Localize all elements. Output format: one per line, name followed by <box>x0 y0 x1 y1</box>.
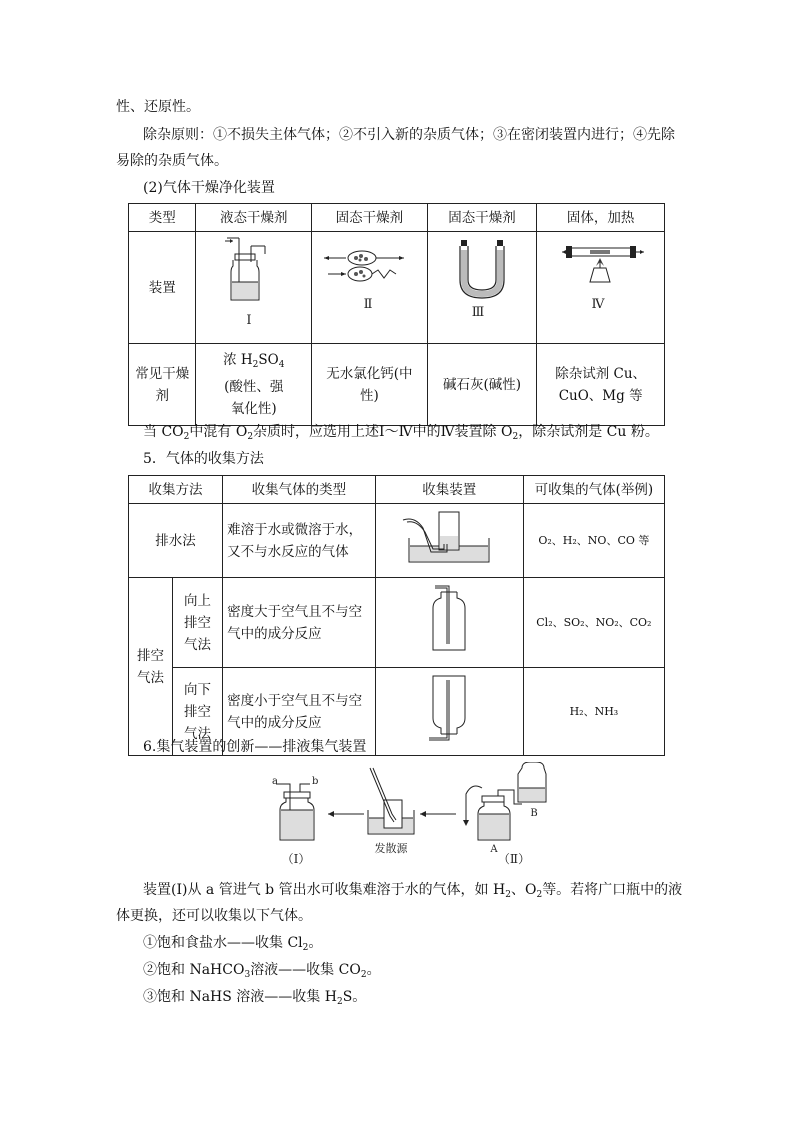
agent-1 <box>196 344 312 426</box>
label-device-I: （Ⅰ） <box>281 852 311 866</box>
wash-bottle-icon <box>199 232 309 336</box>
drying-table <box>128 203 665 426</box>
note-part: 当 CO <box>143 424 184 440</box>
device-4-cell <box>537 232 665 344</box>
agent-2-line1: 无水氯化钙(中 <box>326 365 413 382</box>
item-part: 。 <box>366 962 381 978</box>
header-cell: 液态干燥剂 <box>196 204 312 232</box>
upward-device-cell <box>375 578 523 668</box>
list-item-2 <box>143 960 381 985</box>
note-sub: 2 <box>512 432 519 442</box>
agent-3: 碱石灰(碱性) <box>427 344 537 426</box>
water-device-cell <box>375 504 523 578</box>
note-sub: 2 <box>247 432 254 442</box>
upward-row <box>129 578 665 668</box>
note-part: 杂质时，应选用上述Ⅰ～Ⅳ中的Ⅳ装置除 O <box>253 424 513 440</box>
para-part: 等。若将广口瓶中的液 <box>542 882 683 898</box>
para-part: 、O <box>510 882 537 898</box>
water-method: 排水法 <box>129 504 223 578</box>
downward-type-l1: 密度小于空气且不与空 <box>227 692 363 709</box>
downward-type-l2: 气中的成分反应 <box>227 714 322 731</box>
item-sub: 2 <box>336 997 343 1007</box>
device-label-III: Ⅲ <box>471 305 485 320</box>
item-sub: 2 <box>302 943 309 953</box>
air-method-l1: 排空 <box>136 647 164 664</box>
downward-sub-l2: 排空 <box>184 703 212 720</box>
air-method <box>129 578 173 756</box>
para-part: 装置(Ⅰ)从 a 管进气 b 管出水可收集难溶于水的气体，如 H <box>143 882 506 898</box>
drying-device-row <box>129 232 665 344</box>
para-line-2: 体更换，还可以收集以下气体。 <box>116 908 312 924</box>
downward-sub-l3: 气法 <box>184 725 212 742</box>
item-part: S。 <box>342 989 367 1005</box>
section-5-title: 5．气体的收集方法 <box>143 451 264 467</box>
note-part: 中混有 O <box>189 424 248 440</box>
note-part: ，除杂试剂是 Cu 粉。 <box>518 424 659 440</box>
upward-sub-l1: 向上 <box>184 592 212 609</box>
label-A: A <box>490 844 498 855</box>
liquid-collection-figure <box>260 762 570 876</box>
upward-type <box>223 578 376 668</box>
downward-bottle-icon <box>379 668 519 748</box>
device-1-cell <box>196 232 312 344</box>
downward-sub-l1: 向下 <box>184 681 212 698</box>
device-3-cell <box>427 232 537 344</box>
item-part: ②饱和 NaHCO <box>143 962 245 978</box>
upward-type-l1: 密度大于空气且不与空 <box>227 603 363 620</box>
water-type-l1: 难溶于水或微溶于水， <box>227 521 363 538</box>
label-a: a <box>272 776 278 787</box>
item-part: 。 <box>308 935 323 951</box>
upward-bottle-icon <box>379 578 519 660</box>
principle-line-cont: 易除的杂质气体。 <box>116 153 228 169</box>
list-item-3 <box>143 987 366 1012</box>
device-2-cell <box>312 232 428 344</box>
agent-label: 常见干燥剂 <box>129 344 196 426</box>
agent-1-line2: (酸性、强 <box>224 379 284 395</box>
water-trough-icon <box>379 504 519 570</box>
label-b: b <box>312 776 319 787</box>
item-sub: 3 <box>244 970 251 980</box>
upward-sub-l2: 排空 <box>184 614 212 631</box>
header-cell: 固态干燥剂 <box>427 204 537 232</box>
section-6-title: 6.集气装置的创新——排液集气装置 <box>143 739 367 755</box>
para-line-1 <box>143 880 682 905</box>
header-cell: 收集方法 <box>129 476 223 504</box>
section-2-title: (2)气体干燥净化装置 <box>143 180 275 196</box>
item-part: ③饱和 NaHS 溶液——收集 H <box>143 989 337 1005</box>
water-type <box>223 504 376 578</box>
label-device-II: （Ⅱ） <box>497 852 531 866</box>
agent-4-line2: CuO、Mg 等 <box>558 387 643 404</box>
heated-tube-icon <box>540 232 662 336</box>
water-type-l2: 又不与水反应的气体 <box>227 543 349 560</box>
header-cell: 类型 <box>129 204 196 232</box>
agent-1-mid: SO <box>258 352 279 368</box>
item-part: ①饱和食盐水——收集 Cl <box>143 935 303 951</box>
header-cell: 固态干燥剂 <box>312 204 428 232</box>
note-sub: 2 <box>183 432 190 442</box>
agent-1-sub2: 4 <box>278 360 285 370</box>
header-cell: 可收集的气体(举例) <box>523 476 664 504</box>
water-gases: O₂、H₂、NO、CO 等 <box>523 504 664 578</box>
collect-header-row <box>129 476 665 504</box>
label-B: B <box>530 808 538 819</box>
label-source: 发散源 <box>374 842 408 855</box>
collection-table <box>128 475 665 756</box>
upward-sub <box>172 578 222 668</box>
u-tube-icon <box>430 232 534 336</box>
upward-gases: Cl₂、SO₂、NO₂、CO₂ <box>523 578 664 668</box>
item-sub: 2 <box>360 970 367 980</box>
para-sub: 2 <box>505 890 511 900</box>
header-cell: 收集装置 <box>375 476 523 504</box>
intro-line: 性、还原性。 <box>116 99 200 115</box>
device-label-IV: Ⅳ <box>591 297 605 312</box>
agent-2-line2: 性) <box>359 387 379 404</box>
agent-1-line3: 氧化性) <box>230 401 277 417</box>
water-row <box>129 504 665 578</box>
item-part: 溶液——收集 CO <box>250 962 361 978</box>
header-cell: 固体，加热 <box>537 204 665 232</box>
device-label-II: Ⅱ <box>363 297 373 312</box>
agent-1-prefix: 浓 H <box>223 352 253 368</box>
agent-4-line1: 除杂试剂 Cu、 <box>555 365 647 382</box>
drying-note <box>143 422 659 447</box>
drying-agent-row <box>129 344 665 426</box>
upward-type-l2: 气中的成分反应 <box>227 625 322 642</box>
para-sub: 2 <box>536 890 543 900</box>
drying-tube-icon <box>314 232 424 336</box>
agent-1-sub1: 2 <box>252 360 259 370</box>
header-cell: 收集气体的类型 <box>223 476 376 504</box>
upward-sub-l3: 气法 <box>184 636 212 653</box>
drying-header-row <box>129 204 665 232</box>
device-label: 装置 <box>129 232 196 344</box>
air-method-l2: 气法 <box>136 669 164 686</box>
agent-2 <box>312 344 428 426</box>
downward-device-cell <box>375 668 523 756</box>
downward-gases: H₂、NH₃ <box>523 668 664 756</box>
principle-line: 除杂原则：①不损失主体气体；②不引入新的杂质气体；③在密闭装置内进行；④先除 <box>143 127 675 143</box>
list-item-1 <box>143 933 322 958</box>
agent-4 <box>537 344 665 426</box>
device-label-I: Ⅰ <box>246 313 252 328</box>
